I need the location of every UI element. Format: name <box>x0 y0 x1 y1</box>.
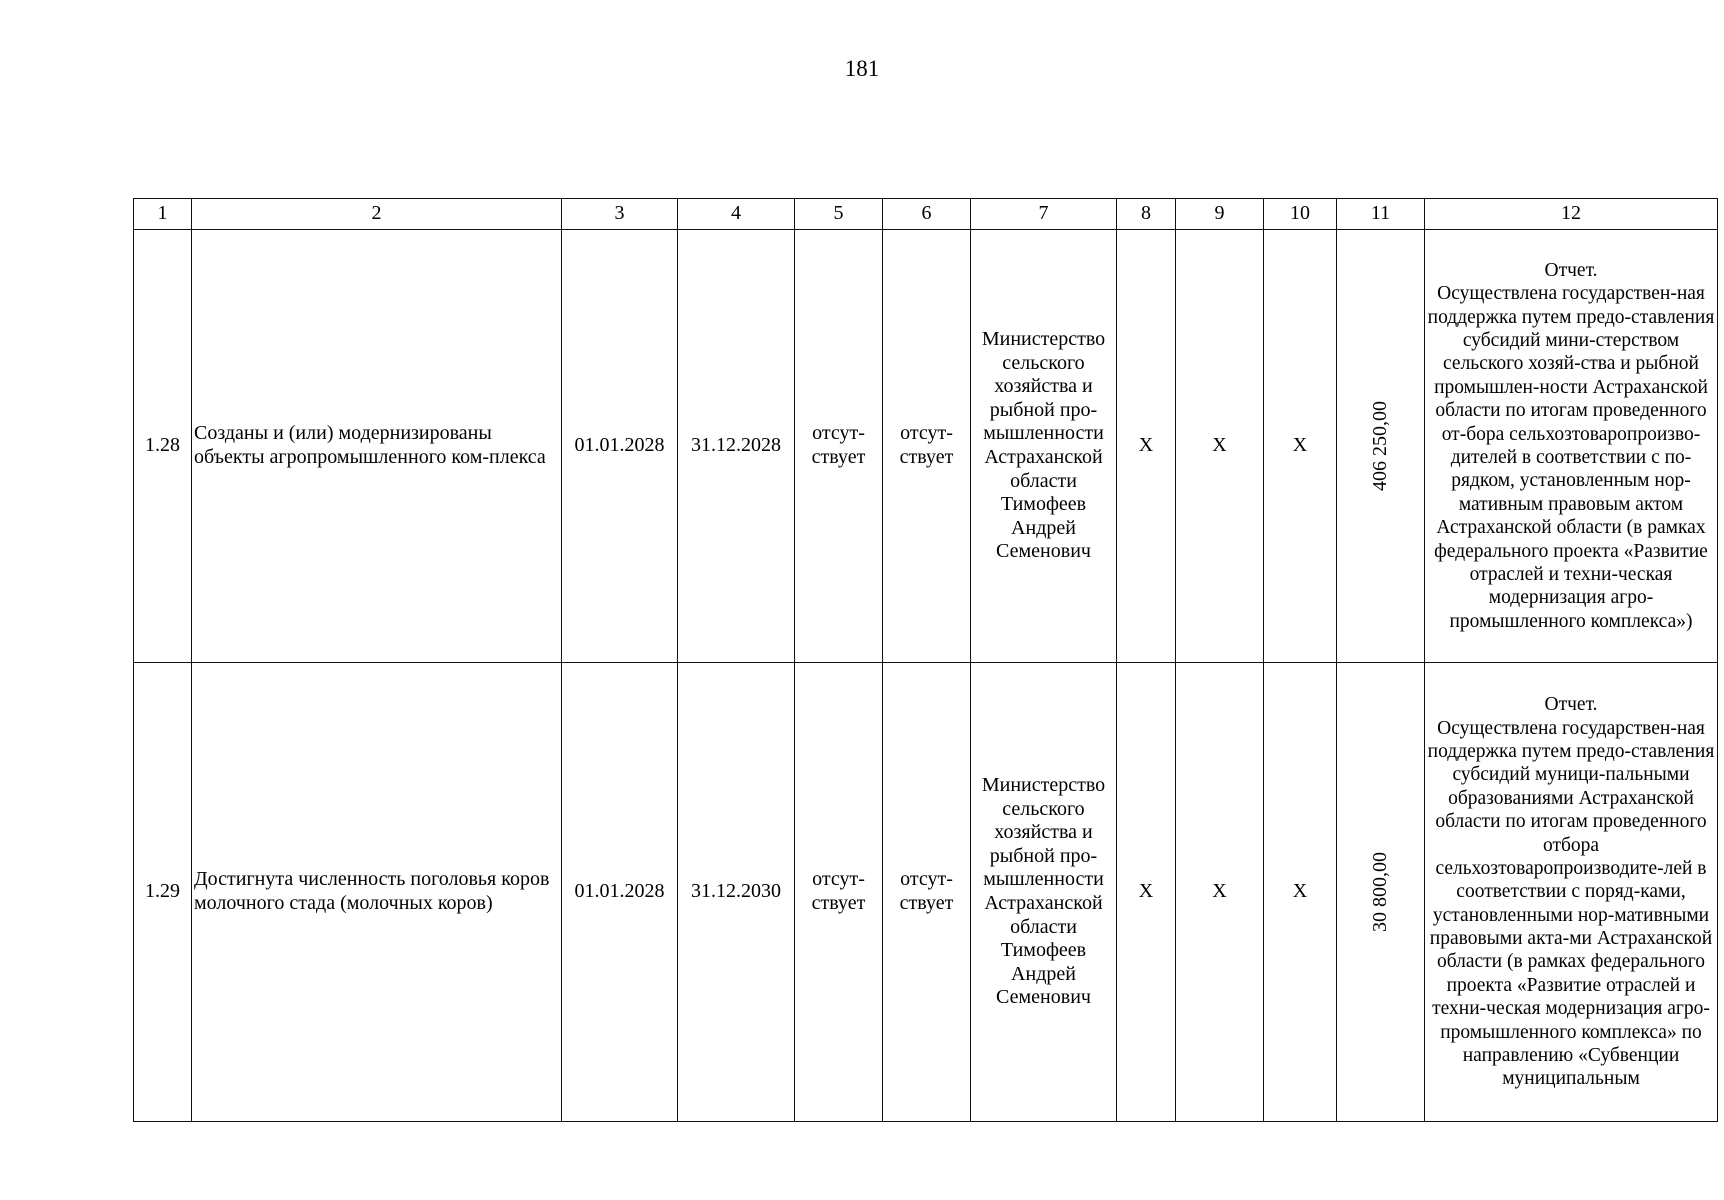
col-header: 7 <box>971 199 1117 230</box>
plan-table <box>133 198 1718 1122</box>
note-title: Отчет. <box>1544 694 1598 716</box>
start-date: 01.01.2028 <box>562 230 678 663</box>
note-cell <box>1425 663 1718 1122</box>
note-title: Отчет. <box>1544 259 1598 281</box>
row-number: 1.28 <box>134 230 192 663</box>
col-header: 5 <box>795 199 883 230</box>
col8-value: Х <box>1117 663 1176 1122</box>
amount-cell <box>1337 230 1425 663</box>
page-number: 181 <box>844 56 880 81</box>
col5-value: отсут-ствует <box>795 663 883 1122</box>
end-date: 31.12.2030 <box>678 663 795 1122</box>
amount-value: 30 800,00 <box>1368 852 1391 932</box>
col8-value: Х <box>1117 230 1176 663</box>
row-number: 1.29 <box>134 663 192 1122</box>
col-header: 9 <box>1176 199 1264 230</box>
col9-value: Х <box>1176 230 1264 663</box>
col-header: 2 <box>192 199 562 230</box>
row-name: Созданы и (или) модернизированы объекты агропромышленного ком-плекса <box>192 230 562 663</box>
row-name: Достигнута численность поголовья коров молочного стада (молочных коров) <box>192 663 562 1122</box>
col10-value: Х <box>1264 230 1337 663</box>
col-header: 6 <box>883 199 971 230</box>
responsible: Министерство сельского хозяйства и рыбной про-мышленности Астраханской области Тимофеев Андрей Семенович <box>971 663 1117 1122</box>
amount-value: 406 250,00 <box>1368 401 1391 491</box>
col6-value: отсут-ствует <box>883 663 971 1122</box>
note-text: Осуществлена государствен-ная поддержка путем предо-ставления субсидий муници-пальными образованиями Астраханской области по итогам проведенного отбора сельхозтоваропроизводите-лей в соответствии с поряд-ками, установленными нор-мативными правовыми акта-ми Астраханской области (в рамках федерального проекта «Развитие отраслей и техни-ческая модернизация агро-промышленного комплекса» по направлению «Субвенции муниципальным <box>1427 717 1715 1090</box>
col-header: 8 <box>1117 199 1176 230</box>
amount-cell <box>1337 663 1425 1122</box>
note-text: Осуществлена государствен-ная поддержка путем предо-ставления субсидий мини-стерством сельского хозяй-ства и рыбной промышлен-ности Астраханской области по итогам проведенного от-бора сельхозтоваропроизво-дителей в соответствии с по-рядком, установленным нор-мативным правовым актом Астраханской области (в рамках федерального проекта «Развитие отраслей и техни-ческая модернизация агро-промышленного комплекса») <box>1427 283 1715 632</box>
col-header: 1 <box>134 199 192 230</box>
col5-value: отсут-ствует <box>795 230 883 663</box>
header-row <box>134 199 1718 230</box>
col10-value: Х <box>1264 663 1337 1122</box>
table-row <box>134 663 1718 1122</box>
col-header: 12 <box>1425 199 1718 230</box>
col-header: 10 <box>1264 199 1337 230</box>
end-date: 31.12.2028 <box>678 230 795 663</box>
responsible: Министерство сельского хозяйства и рыбной про-мышленности Астраханской области Тимофеев Андрей Семенович <box>971 230 1117 663</box>
table-row <box>134 230 1718 663</box>
note-cell <box>1425 230 1718 663</box>
start-date: 01.01.2028 <box>562 663 678 1122</box>
col-header: 4 <box>678 199 795 230</box>
col-header: 3 <box>562 199 678 230</box>
col-header: 11 <box>1337 199 1425 230</box>
col9-value: Х <box>1176 663 1264 1122</box>
col6-value: отсут-ствует <box>883 230 971 663</box>
